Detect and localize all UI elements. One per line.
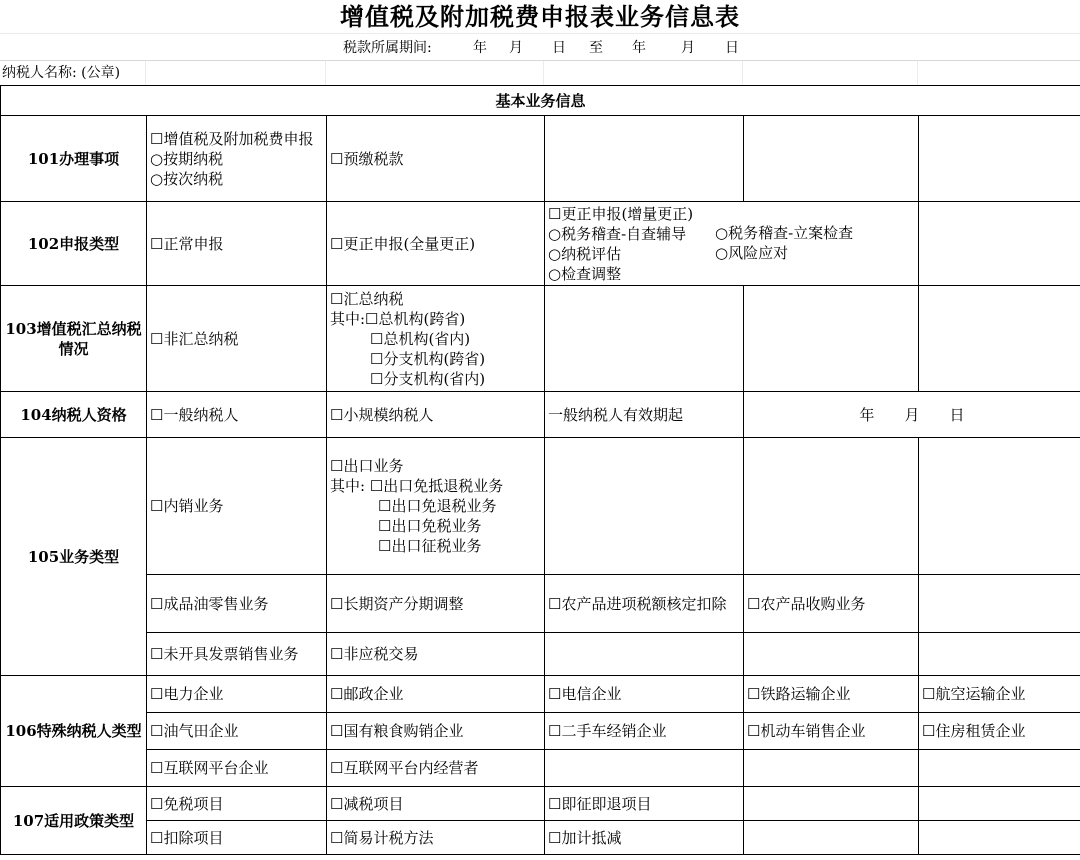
checkbox-normal-filing[interactable]: ☐正常申报	[147, 202, 327, 286]
empty-cell	[744, 750, 919, 787]
radio-audit-self-check[interactable]: ○税务稽查-自查辅导	[548, 224, 687, 243]
period-start-day: 日	[552, 40, 566, 56]
period-end-day: 日	[725, 40, 739, 56]
checkbox-agri-purchase[interactable]: ☐农产品收购业务	[744, 575, 919, 633]
empty-cell	[744, 438, 919, 575]
spreadsheet-gridline	[917, 61, 918, 85]
business-info-table	[0, 85, 1080, 855]
empty-cell	[744, 787, 919, 821]
spreadsheet-gridline	[0, 60, 1080, 61]
radio-audit-case-inspection[interactable]: ○税务稽查-立案检查	[715, 224, 854, 242]
row-label-105: 105业务类型	[1, 438, 147, 676]
checkbox-internet-platform[interactable]: ☐互联网平台企业	[147, 750, 327, 787]
checkbox-uninvoiced-sales[interactable]: ☐未开具发票销售业务	[147, 633, 327, 676]
filing-matter-options	[147, 116, 327, 202]
period-to: 至	[589, 40, 603, 56]
radio-periodic-filing[interactable]: ○按期纳税	[150, 149, 224, 168]
empty-cell	[744, 116, 919, 202]
row-label-107: 107适用政策类型	[1, 787, 147, 855]
empty-cell	[744, 821, 919, 855]
period-end-month: 月	[681, 40, 695, 56]
empty-cell	[919, 575, 1080, 633]
checkbox-simplified-method[interactable]: ☐简易计税方法	[327, 821, 545, 855]
checkbox-non-consolidated[interactable]: ☐非汇总纳税	[147, 286, 327, 392]
checkbox-telecom-enterprise[interactable]: ☐电信企业	[545, 676, 744, 713]
empty-cell	[919, 750, 1080, 787]
radio-inspection-adjustment[interactable]: ○检查调整	[548, 264, 622, 283]
empty-cell	[919, 821, 1080, 855]
correction-incremental-options	[545, 202, 919, 286]
row-label-102: 102申报类型	[1, 202, 147, 286]
spreadsheet-gridline	[145, 61, 146, 85]
empty-cell	[919, 787, 1080, 821]
checkbox-small-scale-taxpayer[interactable]: ☐小规模纳税人	[327, 392, 545, 438]
form-title: 增值税及附加税费申报表业务信息表	[340, 2, 740, 31]
row-label-101: 101办理事项	[1, 116, 147, 202]
checkbox-postal-enterprise[interactable]: ☐邮政企业	[327, 676, 545, 713]
radio-risk-response[interactable]: ○风险应对	[715, 244, 789, 262]
empty-cell	[545, 286, 744, 392]
period-start-year: 年	[473, 40, 487, 56]
spreadsheet-gridline	[325, 61, 326, 85]
checkbox-branch-cross-province[interactable]: ☐分支机构(跨省)	[370, 349, 486, 368]
checkbox-general-taxpayer[interactable]: ☐一般纳税人	[147, 392, 327, 438]
empty-cell	[545, 116, 744, 202]
export-options	[327, 438, 545, 575]
taxpayer-name-label: 纳税人名称: (公章)	[2, 65, 121, 81]
checkbox-export-exempt-offset-refund[interactable]: 其中: ☐出口免抵退税业务	[330, 477, 504, 495]
period-end-year: 年	[632, 40, 646, 56]
checkbox-branch-in-province[interactable]: ☐分支机构(省内)	[370, 369, 486, 388]
checkbox-consolidated[interactable]: ☐汇总纳税	[330, 289, 404, 308]
checkbox-air-transport[interactable]: ☐航空运输企业	[919, 676, 1080, 713]
checkbox-tax-exempt-item[interactable]: ☐免税项目	[147, 787, 327, 821]
checkbox-vat-surcharge-filing[interactable]: ☐增值税及附加税费申报	[150, 129, 314, 148]
checkbox-housing-rental[interactable]: ☐住房租赁企业	[919, 713, 1080, 750]
empty-cell	[919, 202, 1080, 286]
checkbox-export-exempt[interactable]: ☐出口免税业务	[378, 517, 482, 535]
checkbox-export-business[interactable]: ☐出口业务	[330, 457, 404, 475]
checkbox-additional-deduction[interactable]: ☐加计抵减	[545, 821, 744, 855]
spreadsheet-gridline	[0, 33, 1080, 34]
checkbox-long-term-asset-adjustment[interactable]: ☐长期资产分期调整	[327, 575, 545, 633]
checkbox-head-office-cross-province[interactable]: 其中:☐总机构(跨省)	[330, 309, 466, 328]
period-start-month: 月	[509, 40, 523, 56]
checkbox-state-grain-trading[interactable]: ☐国有粮食购销企业	[327, 713, 545, 750]
checkbox-agri-input-tax-deduction[interactable]: ☐农产品进项税额核定扣除	[545, 575, 744, 633]
checkbox-vehicle-sales[interactable]: ☐机动车销售企业	[744, 713, 919, 750]
empty-cell	[744, 633, 919, 676]
row-label-103: 103增值税汇总纳税情况	[1, 286, 147, 392]
checkbox-head-office-in-province[interactable]: ☐总机构(省内)	[370, 329, 471, 348]
checkbox-power-enterprise[interactable]: ☐电力企业	[147, 676, 327, 713]
checkbox-prepaid-tax[interactable]: ☐预缴税款	[327, 116, 545, 202]
period-label: 税款所属期间:	[343, 40, 432, 56]
checkbox-correction-full[interactable]: ☐更正申报(全量更正)	[327, 202, 545, 286]
checkbox-immediate-refund-item[interactable]: ☐即征即退项目	[545, 787, 744, 821]
empty-cell	[919, 438, 1080, 575]
checkbox-platform-operator[interactable]: ☐互联网平台内经营者	[327, 750, 545, 787]
general-taxpayer-effective-label: 一般纳税人有效期起	[545, 392, 744, 438]
radio-tax-assessment[interactable]: ○纳税评估	[548, 244, 622, 263]
checkbox-correction-incremental[interactable]: ☐更正申报(增量更正)	[548, 204, 694, 223]
consolidated-options	[327, 286, 545, 392]
row-label-106: 106特殊纳税人类型	[1, 676, 147, 787]
empty-cell	[545, 438, 744, 575]
checkbox-railway-transport[interactable]: ☐铁路运输企业	[744, 676, 919, 713]
empty-cell	[919, 633, 1080, 676]
section-title: 基本业务信息	[1, 86, 1080, 116]
checkbox-refined-oil-retail[interactable]: ☐成品油零售业务	[147, 575, 327, 633]
checkbox-non-taxable-transaction[interactable]: ☐非应税交易	[327, 633, 545, 676]
spreadsheet-gridline	[742, 61, 743, 85]
empty-cell	[744, 286, 919, 392]
checkbox-tax-reduction-item[interactable]: ☐减税项目	[327, 787, 545, 821]
empty-cell	[545, 633, 744, 676]
row-label-104: 104纳税人资格	[1, 392, 147, 438]
checkbox-oil-gas-field[interactable]: ☐油气田企业	[147, 713, 327, 750]
effective-date-field[interactable]: 年 月 日	[744, 392, 1080, 438]
checkbox-export-taxable[interactable]: ☐出口征税业务	[378, 537, 482, 555]
checkbox-export-exempt-refund[interactable]: ☐出口免退税业务	[378, 497, 497, 515]
spreadsheet-gridline	[543, 61, 544, 85]
empty-cell	[919, 116, 1080, 202]
empty-cell	[919, 286, 1080, 392]
checkbox-used-car-dealer[interactable]: ☐二手车经销企业	[545, 713, 744, 750]
radio-per-transaction-filing[interactable]: ○按次纳税	[150, 169, 224, 188]
checkbox-deduction-item[interactable]: ☐扣除项目	[147, 821, 327, 855]
checkbox-domestic-sales[interactable]: ☐内销业务	[147, 438, 327, 575]
empty-cell	[545, 750, 744, 787]
